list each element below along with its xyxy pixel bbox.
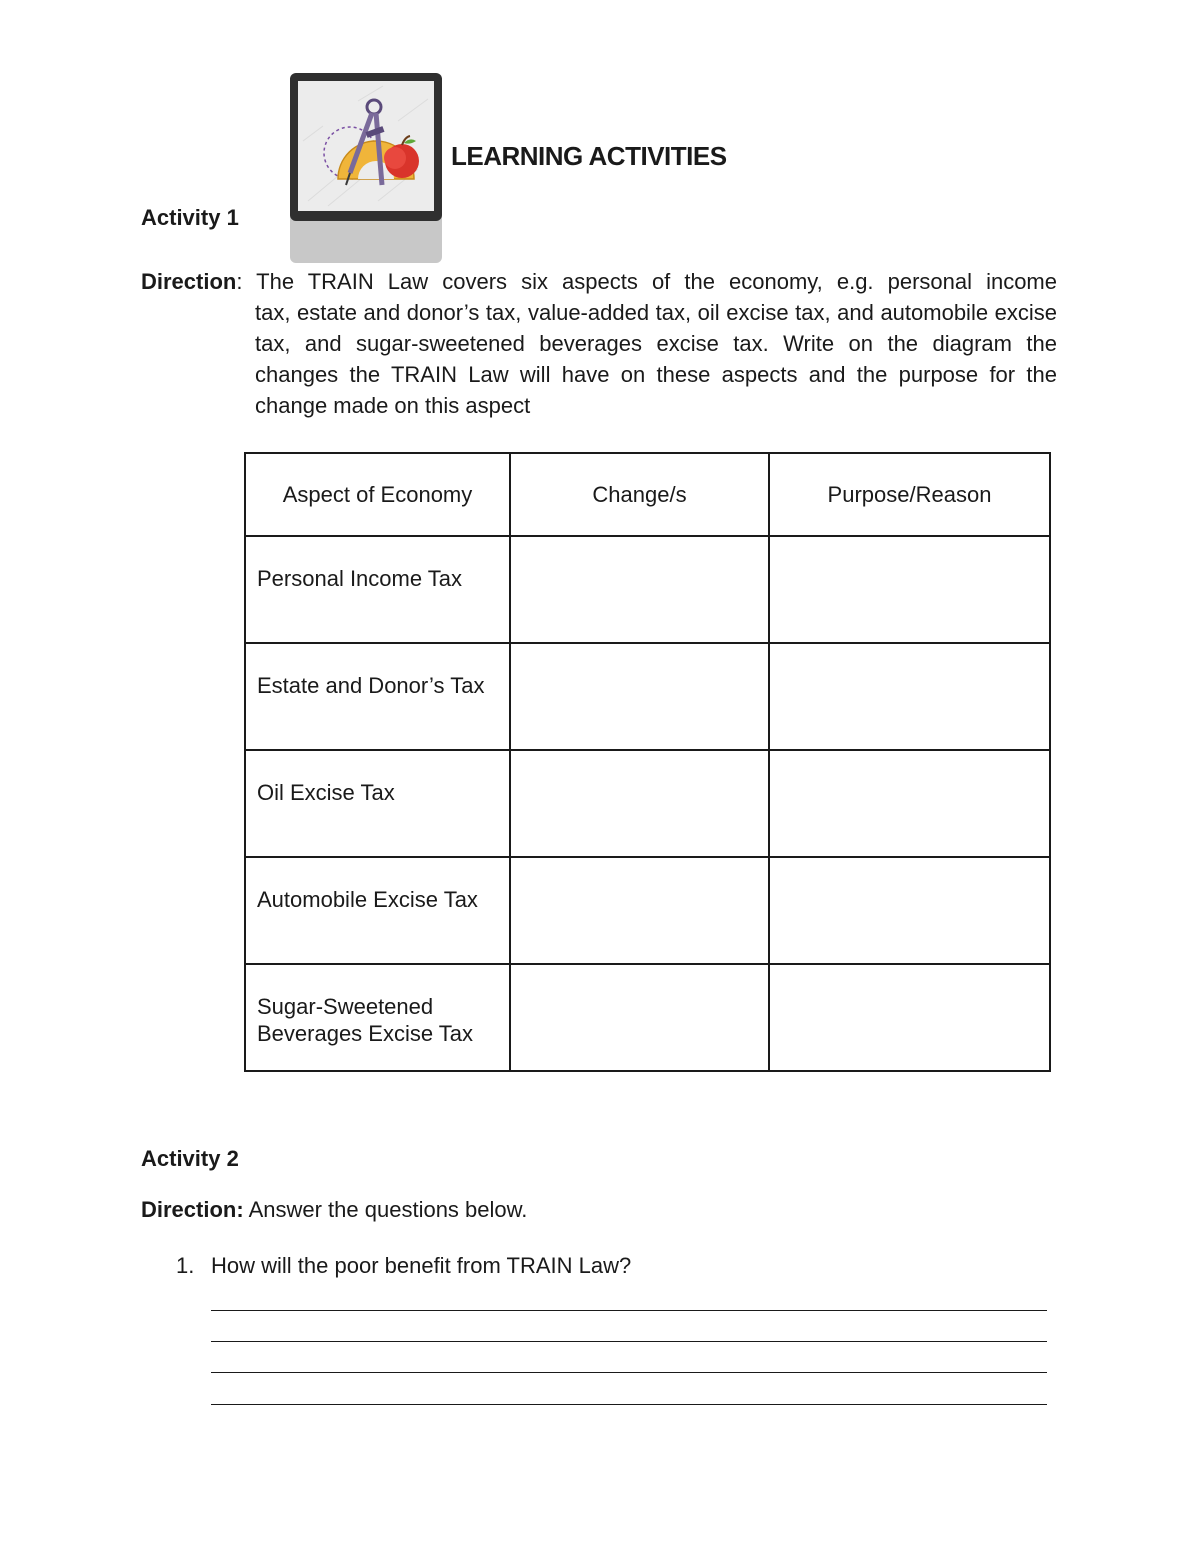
answer-line[interactable]: [211, 1404, 1047, 1405]
answer-line[interactable]: [211, 1341, 1047, 1342]
page-title: LEARNING ACTIVITIES: [451, 141, 727, 171]
aspect-cell: Automobile Excise Tax: [245, 857, 510, 964]
table-row: [245, 536, 1050, 643]
header-icon: [290, 73, 442, 263]
purpose-cell[interactable]: [769, 857, 1050, 964]
aspect-cell: Personal Income Tax: [245, 536, 510, 643]
change-cell[interactable]: [510, 857, 769, 964]
aspect-cell: Sugar-Sweetened Beverages Excise Tax: [245, 964, 510, 1071]
table-row: [245, 643, 1050, 750]
activity2-direction: [141, 1197, 527, 1223]
direction1-label: Direction: [141, 269, 237, 294]
direction1-first-line: [141, 266, 1057, 297]
question-number: 1.: [176, 1253, 195, 1278]
answer-line[interactable]: [211, 1372, 1047, 1373]
direction2-text: Answer the questions below.: [243, 1197, 528, 1222]
question-text: How will the poor benefit from TRAIN Law?: [211, 1253, 632, 1278]
purpose-cell[interactable]: [769, 643, 1050, 750]
purpose-cell[interactable]: [769, 750, 1050, 857]
table-row: [245, 964, 1050, 1071]
change-cell[interactable]: [510, 643, 769, 750]
icon-frame: [290, 73, 442, 221]
activity2-title: Activity 2: [141, 1146, 239, 1171]
table-row: [245, 857, 1050, 964]
purpose-cell[interactable]: [769, 536, 1050, 643]
header-aspect: Aspect of Economy: [245, 453, 510, 536]
aspects-table: [244, 452, 1051, 1072]
change-cell[interactable]: [510, 536, 769, 643]
activity1-direction: [141, 266, 1057, 421]
change-cell[interactable]: [510, 750, 769, 857]
aspect-cell: Estate and Donor’s Tax: [245, 643, 510, 750]
direction1-first-text: : The TRAIN Law covers six aspects of the economy, e.g. personal income: [236, 269, 1057, 294]
direction2-label: Direction:: [141, 1197, 244, 1222]
table-row: [245, 750, 1050, 857]
direction1-body: tax, estate and donor’s tax, value-added tax, oil excise tax, and automobile excise tax, and sugar-sweetened beverages excise tax. Write on the diagram the changes the TRAIN Law will have on these aspects and the purpose for the change made on this aspect: [255, 300, 1057, 418]
purpose-cell[interactable]: [769, 964, 1050, 1071]
header-change: Change/s: [510, 453, 769, 536]
aspect-cell: Oil Excise Tax: [245, 750, 510, 857]
answer-line[interactable]: [211, 1310, 1047, 1311]
header-purpose: Purpose/Reason: [769, 453, 1050, 536]
table-header-row: [245, 453, 1050, 536]
question-1: [176, 1253, 631, 1279]
change-cell[interactable]: [510, 964, 769, 1071]
activity1-title: Activity 1: [141, 205, 239, 230]
compass-protractor-apple-icon: [298, 81, 434, 211]
